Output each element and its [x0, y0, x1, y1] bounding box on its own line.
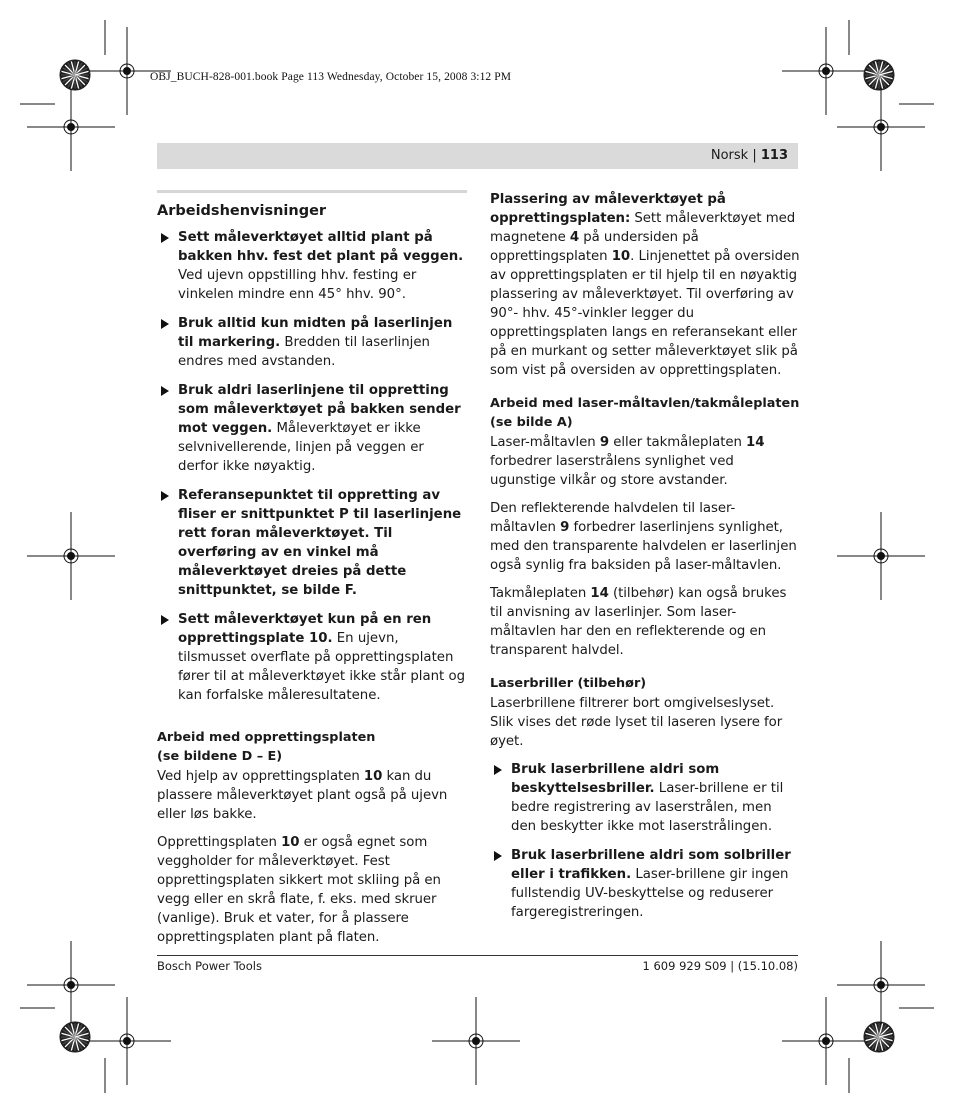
- registration-dot: [68, 982, 75, 989]
- placement-paragraph: Plassering av måleverktøyet på opprettingsplaten: Sett måleverktøyet med magnetene 4 på undersiden på opprettingsplaten 10. Linjenettet på oversiden av opprettingsplaten er til hjelp til en nøyaktig plassering av måleverktøyet. Til overføring av 90°- hhv. 45°-vinkler legger du opprettingsplaten langs en referansekant eller på en murkant og setter måleverktøyet slik på som vist på oversiden av opprettingsplaten.: [490, 192, 800, 378]
- bullet-triangle-icon: [161, 615, 169, 625]
- bullet-triangle-icon: [161, 233, 169, 243]
- bullet-bold: Sett måleverktøyet kun på en ren opprettingsplate 10.: [178, 612, 432, 646]
- registration-dot: [878, 124, 885, 131]
- footer-doc-id: 1 609 929 S09 | (15.10.08): [642, 959, 798, 973]
- bullet-item: [490, 846, 800, 922]
- page-number: 113: [760, 148, 788, 163]
- bullet-bold: Bruk aldri laserlinjene til oppretting som måleverktøyet på bakken sender mot veggen.: [178, 383, 461, 436]
- header-language: Norsk: [710, 148, 749, 163]
- bullet-text: Bredden til laserlinjen endres med avstanden.: [178, 335, 430, 369]
- bullet-bold: Bruk laserbrillene aldri som solbriller eller i trafikken.: [511, 848, 791, 882]
- page-header-bar: [157, 143, 798, 169]
- bullet-item: [157, 314, 467, 371]
- bullet-item: [157, 610, 467, 705]
- page-header-label: [711, 148, 788, 163]
- footer-rule: [157, 955, 798, 956]
- registration-dot: [68, 553, 75, 560]
- paragraph: Ved hjelp av opprettingsplaten 10 kan du plassere måleverktøyet plant også på ujevn eller løs bakke.: [157, 769, 448, 822]
- bullet-bold: Sett måleverktøyet alltid plant på bakken hhv. fest det plant på veggen.: [178, 230, 464, 264]
- header-separator: |: [752, 148, 757, 163]
- bullet-bold: Bruk alltid kun midten på laserlinjen til markering.: [178, 316, 453, 350]
- registration-dot: [878, 553, 885, 560]
- subsection-heading: Laserbriller (tilbehør): [490, 676, 647, 691]
- bullet-bold: Bruk laserbrillene aldri som beskyttelsesbriller.: [511, 762, 720, 796]
- subsection-heading: Arbeid med opprettingsplaten (se bildene D – E): [157, 730, 376, 764]
- column-rule: [157, 190, 467, 193]
- registration-dot: [823, 68, 830, 75]
- paragraph: Takmåleplaten 14 (tilbehør) kan også brukes til anvisning av laserlinjer. Som laser-måltavlen har den en reflekterende og en transparent halvdel.: [490, 586, 787, 658]
- bullet-triangle-icon: [161, 491, 169, 501]
- paragraph: Laserbrillene filtrerer bort omgivelseslyset. Slik vises det røde lyset til laseren lysere for øyet.: [490, 696, 783, 749]
- bullet-triangle-icon: [494, 765, 502, 775]
- paragraph: Laser-måltavlen 9 eller takmåleplaten 14 forbedrer laserstrålens synlighet ved ugunstige vilkår og store avstander.: [490, 435, 765, 488]
- subsection-heading: Arbeid med laser-måltavlen/takmåleplaten (se bilde A): [490, 396, 800, 430]
- registration-dot: [878, 982, 885, 989]
- registration-dot: [124, 68, 131, 75]
- right-column: [490, 190, 800, 932]
- paragraph: Opprettingsplaten 10 er også egnet som veggholder for måleverktøyet. Fest opprettingsplaten sikkert mot skliing på en vegg eller en skrå flate, f. eks. med skruer (vanlige). Bruk et vater, for å plassere opprettingsplaten plant på flaten.: [157, 835, 441, 945]
- bullet-bold: Referansepunktet til oppretting av fliser er snittpunktet P til laserlinjene rett foran måleverktøyet. Til overføring av en vinkel må måleverktøyet dreies på dette snittpunktet, se bilde F.: [178, 488, 462, 598]
- left-column: [157, 190, 467, 947]
- bullet-item: [157, 381, 467, 476]
- bullet-text: Ved ujevn oppstilling hhv. festing er vinkelen mindre enn 45° hhv. 90°.: [178, 268, 417, 302]
- bullet-triangle-icon: [161, 319, 169, 329]
- bullet-text: En ujevn, tilsmusset overflate på opprettingsplaten fører til at måleverktøyet ikke står plant og kan forfalske måleresultatene.: [178, 631, 466, 703]
- bullet-triangle-icon: [494, 851, 502, 861]
- bullet-item: [490, 760, 800, 836]
- section-title: Arbeidshenvisninger: [157, 203, 327, 219]
- print-slug: OBJ_BUCH-828-001.book Page 113 Wednesday, October 15, 2008 3:12 PM: [150, 71, 512, 83]
- registration-dot: [124, 1038, 131, 1045]
- footer-brand: Bosch Power Tools: [157, 959, 262, 973]
- bullet-text: Måleverktøyet er ikke selvnivellerende, linjen på veggen er derfor ikke nøyaktig.: [178, 421, 424, 474]
- registration-dot: [473, 1038, 480, 1045]
- registration-dot: [68, 124, 75, 131]
- bullet-item: [157, 228, 467, 304]
- bullet-text: Laser-brillene er til bedre registrering av laserstrålen, men den beskytter ikke mot laserstrålingen.: [511, 781, 784, 834]
- registration-dot: [823, 1038, 830, 1045]
- bullet-triangle-icon: [161, 386, 169, 396]
- bullet-text: Laser-brillene gir ingen fullstendig UV-beskyttelse og reduserer fargeregistreringen.: [511, 867, 789, 920]
- bullet-item: [157, 486, 467, 600]
- paragraph: Den reflekterende halvdelen til laser-måltavlen 9 forbedrer laserlinjens synlighet, med den transparente halvdelen er laserlinjen også synlig fra baksiden på laser-måltavlen.: [490, 501, 797, 573]
